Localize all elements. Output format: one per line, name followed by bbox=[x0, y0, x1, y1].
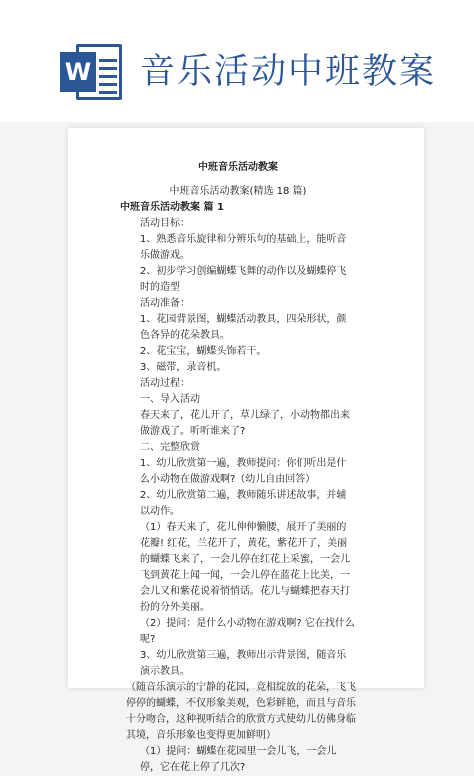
paragraph: 二、完整欣赏 bbox=[140, 442, 200, 453]
paragraph: 3、磁带，录音机。 bbox=[140, 362, 227, 373]
paragraph: （1）春天来了，花儿伸伸懒腰，展开了美丽的花瓣! 红花，兰花开了，黄花，紫花开了，美丽的蝴蝶飞来了，一会儿停在红花上采蜜，一会儿飞到黄花上闻一闻，一会儿停在蓝花上比美，一会儿又和紫花说着悄悄话。花儿与蝴蝶把春天打扮的分外美丽。 bbox=[140, 522, 350, 613]
paragraph: 2、初步学习创编蝴蝶飞舞的动作以及蝴蝶停飞时的造型 bbox=[140, 266, 347, 293]
header-banner bbox=[0, 0, 474, 122]
paragraph: 一、导入活动 bbox=[140, 394, 200, 405]
paragraph: 活动过程： bbox=[140, 378, 190, 389]
document-content bbox=[120, 160, 356, 776]
paragraph: 1、花园背景图，蝴蝶活动教具，四朵形状，颜色各异的花朵教具。 bbox=[140, 314, 347, 341]
document-title: 中班音乐活动教案 bbox=[198, 162, 278, 173]
paragraph: （随音乐演示的宁静的花园，竞相绽放的花朵，飞飞停停的蝴蝶，不仅形象美观，色彩鲜艳，而且与音乐十分吻合，这种视听结合的欣赏方式使幼儿仿佛身临其境，音乐形象也变得更加鲜明） bbox=[126, 682, 356, 741]
paragraph: （2）提问：是什么小动物在游戏啊? 它在找什么呢? bbox=[140, 618, 355, 645]
paragraph: 活动准备： bbox=[140, 298, 190, 309]
word-icon-letter: W bbox=[60, 52, 96, 92]
paragraph: 1、幼儿欣赏第一遍，教师提问：你们听出是什么小动物在做游戏啊?（幼儿自由回答） bbox=[140, 458, 347, 485]
word-document-icon bbox=[60, 40, 124, 104]
paragraph: 2、幼儿欣赏第二遍，教师随乐讲述故事，并辅以动作。 bbox=[140, 490, 347, 517]
paragraph: 活动目标： bbox=[140, 218, 190, 229]
section-heading: 中班音乐活动教案 篇 1 bbox=[120, 202, 224, 213]
paragraph: 2、花宝宝，蝴蝶头饰若干。 bbox=[140, 346, 267, 357]
paragraph: 3、幼儿欣赏第三遍，教师出示背景图，随音乐演示教具。 bbox=[140, 650, 347, 677]
paragraph: （1）提问：蝴蝶在花园里一会儿飞，一会儿停，它在花上停了几次? bbox=[140, 746, 337, 773]
banner-title: 音乐活动中班教案 bbox=[140, 52, 437, 92]
document-subtitle: 中班音乐活动教案(精选 18 篇) bbox=[169, 186, 307, 197]
paragraph: 春天来了，花儿开了，草儿绿了，小动物都出来做游戏了。听听谁来了? bbox=[140, 410, 350, 437]
paragraph: 1、熟悉音乐旋律和分辨乐句的基础上，能听音乐做游戏。 bbox=[140, 234, 347, 261]
